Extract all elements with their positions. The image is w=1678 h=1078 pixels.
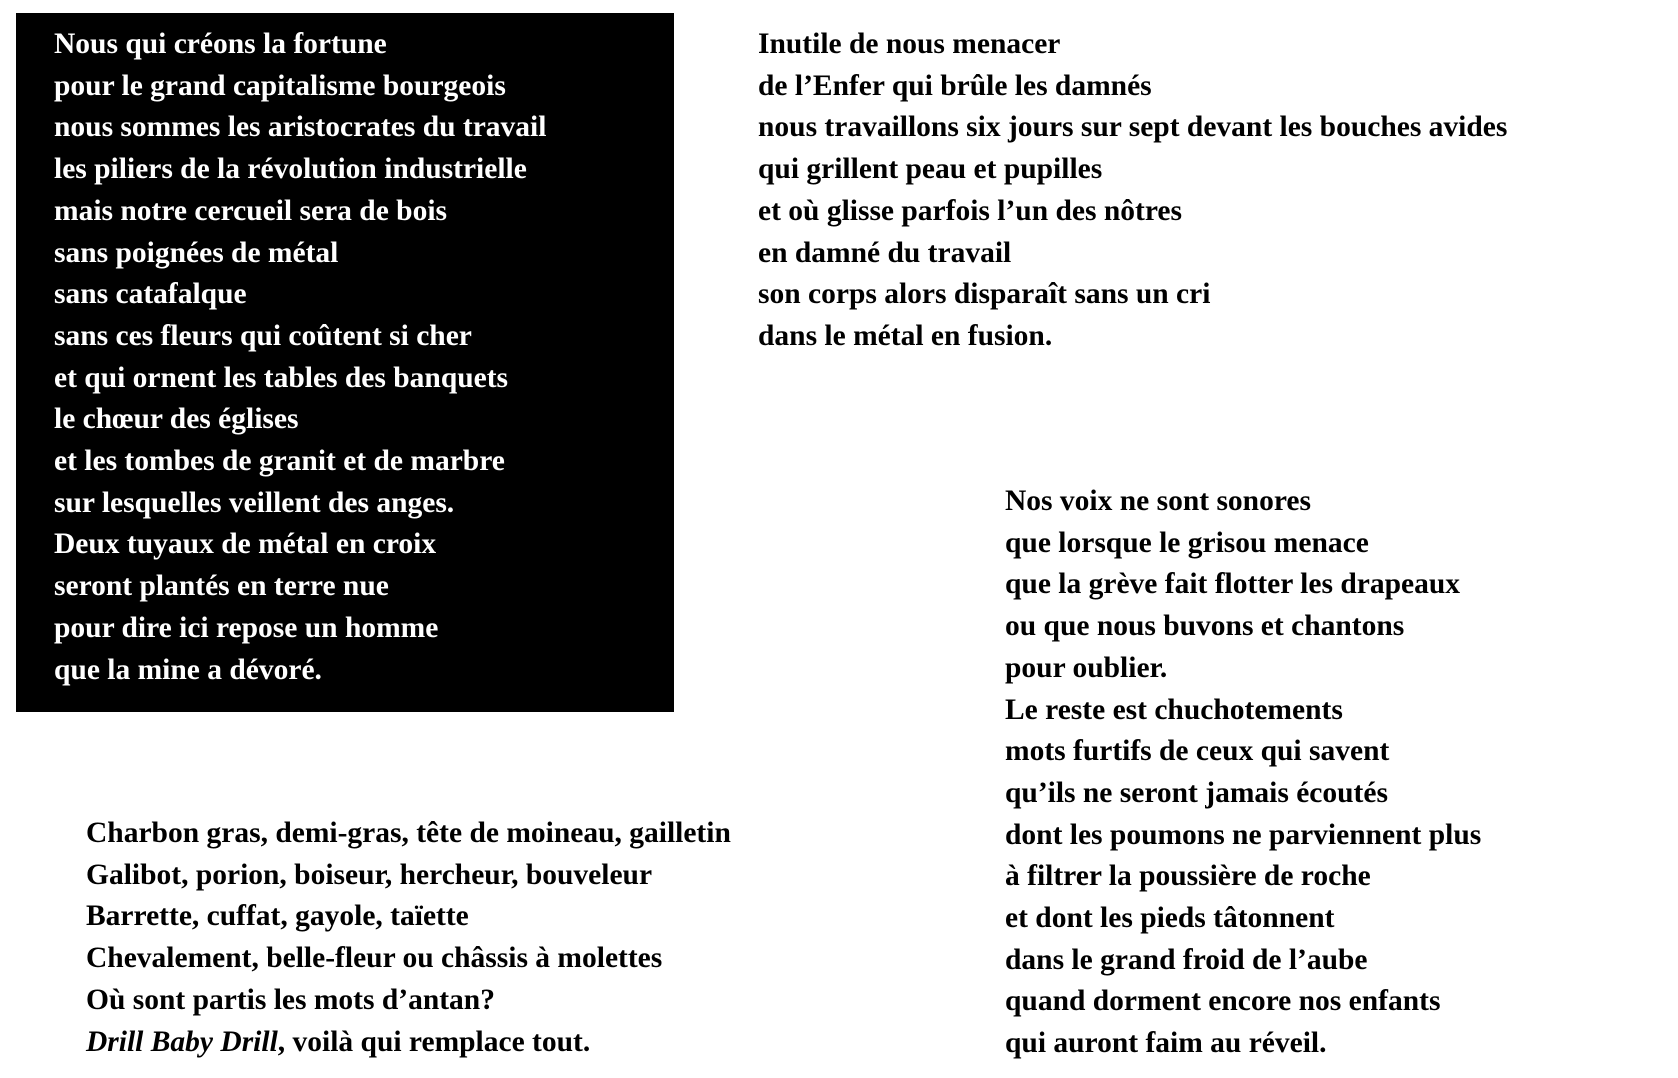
verse-line: mots furtifs de ceux qui savent	[1005, 735, 1390, 768]
verse-line: dont les poumons ne parviennent plus	[1005, 818, 1482, 851]
verse-line: que la mine a dévoré.	[54, 653, 322, 686]
verse-line: Deux tuyaux de métal en croix	[54, 528, 437, 561]
verse-line: mais notre cercueil sera de bois	[54, 194, 447, 227]
verse-line: Barrette, cuffat, gayole, taïette	[86, 900, 469, 933]
verse-line: ou que nous buvons et chantons	[1005, 610, 1405, 643]
verse-line: et où glisse parfois l’un des nôtres	[758, 194, 1182, 227]
verse-line: Le reste est chuchotements	[1005, 693, 1343, 726]
verse-line: son corps alors disparaît sans un cri	[758, 278, 1211, 311]
verse-line: nous travaillons six jours sur sept devant les bouches avides	[758, 111, 1508, 144]
verse-line: seront plantés en terre nue	[54, 570, 389, 603]
verse-line: sans catafalque	[54, 278, 247, 311]
verse-line: pour dire ici repose un homme	[54, 611, 439, 644]
verse-line: que lorsque le grisou menace	[1005, 526, 1369, 559]
verse-line: et qui ornent les tables des banquets	[54, 361, 509, 394]
verse-line: le chœur des églises	[54, 403, 299, 436]
verse-line: Charbon gras, demi-gras, tête de moineau, gailletin	[86, 817, 731, 849]
verse-line: sans ces fleurs qui coûtent si cher	[54, 319, 472, 352]
verse-line: Nous qui créons la fortune	[54, 28, 387, 60]
stanza-top-right	[758, 24, 1507, 358]
stanza-bottom-left	[86, 813, 731, 1063]
verse-line: pour le grand capitalisme bourgeois	[54, 69, 506, 102]
verse-line: que la grève fait flotter les drapeaux	[1005, 568, 1460, 601]
verse-line: qui auront faim au réveil.	[1005, 1027, 1327, 1060]
verse-line: Chevalement, belle-fleur ou châssis à molettes	[86, 942, 663, 975]
stanza-bottom-right	[1005, 481, 1481, 1065]
verse-line: sur lesquelles veillent des anges.	[54, 486, 455, 519]
verse-line: sans poignées de métal	[54, 236, 339, 269]
verse-line: quand dorment encore nos enfants	[1005, 985, 1441, 1018]
verse-line: Nos voix ne sont sonores	[1005, 485, 1311, 517]
verse-line: et dont les pieds tâtonnent	[1005, 902, 1335, 935]
verse-line: en damné du travail	[758, 236, 1012, 269]
verse-line: les piliers de la révolution industrielle	[54, 153, 527, 186]
verse-line: et les tombes de granit et de marbre	[54, 445, 505, 478]
verse-line: nous sommes les aristocrates du travail	[54, 111, 547, 144]
verse-line-rest: , voilà qui remplace tout.	[277, 1025, 591, 1058]
verse-line: Inutile de nous menacer	[758, 28, 1061, 60]
verse-line: pour oublier.	[1005, 651, 1168, 684]
verse-line: à filtrer la poussière de roche	[1005, 860, 1371, 893]
verse-line: qui grillent peau et pupilles	[758, 153, 1103, 186]
verse-line: de l’Enfer qui brûle les damnés	[758, 69, 1152, 102]
verse-line	[86, 1022, 731, 1064]
stanza-black-box	[54, 24, 546, 691]
verse-line: dans le métal en fusion.	[758, 319, 1053, 352]
italic-title: Drill Baby Drill	[86, 1025, 278, 1058]
verse-line: qu’ils ne seront jamais écoutés	[1005, 776, 1388, 809]
verse-line: Où sont partis les mots d’antan?	[86, 983, 495, 1016]
verse-line: Galibot, porion, boiseur, hercheur, bouveleur	[86, 858, 653, 891]
verse-line: dans le grand froid de l’aube	[1005, 943, 1368, 976]
